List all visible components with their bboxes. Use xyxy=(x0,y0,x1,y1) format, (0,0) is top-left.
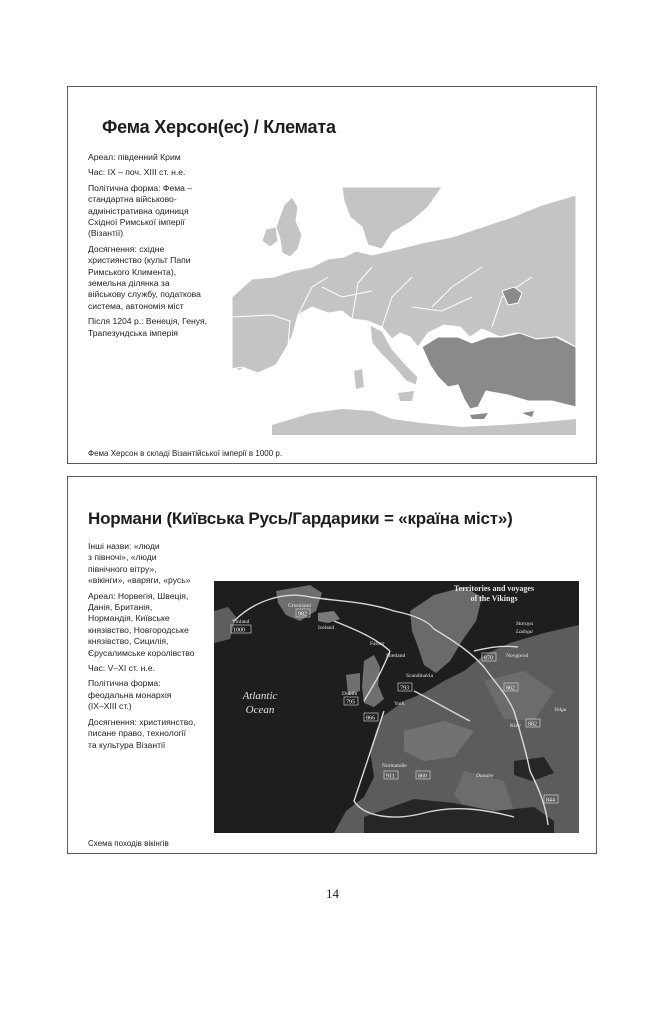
slide1-paragraph: Після 1204 р.: Венеція, Генуя, Трапезундська імперія xyxy=(88,316,208,338)
place-label: Danube xyxy=(476,773,494,779)
place-label: Shetland xyxy=(386,653,406,659)
place-label: Dublin xyxy=(342,691,358,697)
place-label: Ladoga xyxy=(516,629,533,635)
place-label: Vinland xyxy=(232,619,250,625)
place-label: York xyxy=(394,701,405,707)
slide1-caption: Фема Херсон в складі Візантійської імперії в 1000 р. xyxy=(88,449,283,458)
year-label: 866 xyxy=(366,715,375,722)
map-title-line1: Territories and voyages xyxy=(453,584,535,593)
page-number: 14 xyxy=(326,886,339,901)
slide-kherson xyxy=(67,86,597,464)
year-label: 982 xyxy=(298,611,307,618)
slide1-text xyxy=(88,152,238,343)
year-label: 1000 xyxy=(233,627,245,634)
slide2-caption: Схема походів вікінгів xyxy=(88,839,169,848)
slide1-paragraph: Час: IX – поч. XIII ст. н.е. xyxy=(88,167,186,178)
slide-normans xyxy=(67,476,597,854)
place-label: Volga xyxy=(554,707,567,713)
place-label: Staraya xyxy=(516,621,534,627)
slide2-paragraph: Ареал: Норвегія, Швеція, Данія, Британія, Нормандія, Київське князівство, Новгородське князівство, Сицилія, Єрусалимське королівство xyxy=(88,590,195,658)
byzantine-map xyxy=(232,187,576,435)
year-label: 862 xyxy=(506,685,515,692)
place-label: Normandie xyxy=(382,763,407,769)
year-label: 860 xyxy=(418,773,427,780)
year-label: 911 xyxy=(386,773,395,780)
slide1-paragraph: Досягнення: східне християнство (культ Папи Римського Климента), земельна ділянка за військову службу, податкова система, автономія міст xyxy=(88,243,201,311)
place-label: Scandinavia xyxy=(406,673,433,679)
slide2-paragraph: Інші назви: «люди з півночі», «люди північного вітру», «вікінги», «варяги, «русь» xyxy=(88,541,191,586)
place-label: Greenland xyxy=(288,603,311,609)
place-label: Kiev xyxy=(510,723,521,729)
slide2-paragraph: Час: V–XI ст. н.е. xyxy=(88,663,155,674)
year-label: 870 xyxy=(484,655,493,662)
slide2-title: Нормани (Київська Русь/Гардарики = «країна міст») xyxy=(88,509,513,528)
place-label: Iceland xyxy=(318,625,335,631)
year-label: 882 xyxy=(528,721,537,728)
viking-voyages-map xyxy=(214,581,579,833)
ocean-label-line2: Ocean xyxy=(245,704,275,716)
year-label: 793 xyxy=(400,685,409,692)
slide1-paragraph: Ареал: південний Крим xyxy=(88,152,181,162)
year-label: 795 xyxy=(346,699,355,706)
ocean-label-line1: Atlantic xyxy=(242,690,278,702)
slide1-paragraph: Політична форма: Фема – стандартна військово- адміністративна одиниця Східної Римської імперії (Візантії) xyxy=(88,182,193,239)
year-label: 844 xyxy=(546,797,555,804)
slide2-paragraph: Політична форма: феодальна монархія (IX–XIII ст.) xyxy=(88,678,172,712)
slide1-title: Фема Херсон(ес) / Клемата xyxy=(102,117,336,137)
place-label: Faroer xyxy=(370,641,385,647)
place-label: Novgorod xyxy=(506,653,529,659)
slide2-text xyxy=(88,541,228,755)
slide2-paragraph: Досягнення: християнство, писане право, технології та культура Візантії xyxy=(88,716,196,750)
map-title-line2: of the Vikings xyxy=(470,594,518,603)
